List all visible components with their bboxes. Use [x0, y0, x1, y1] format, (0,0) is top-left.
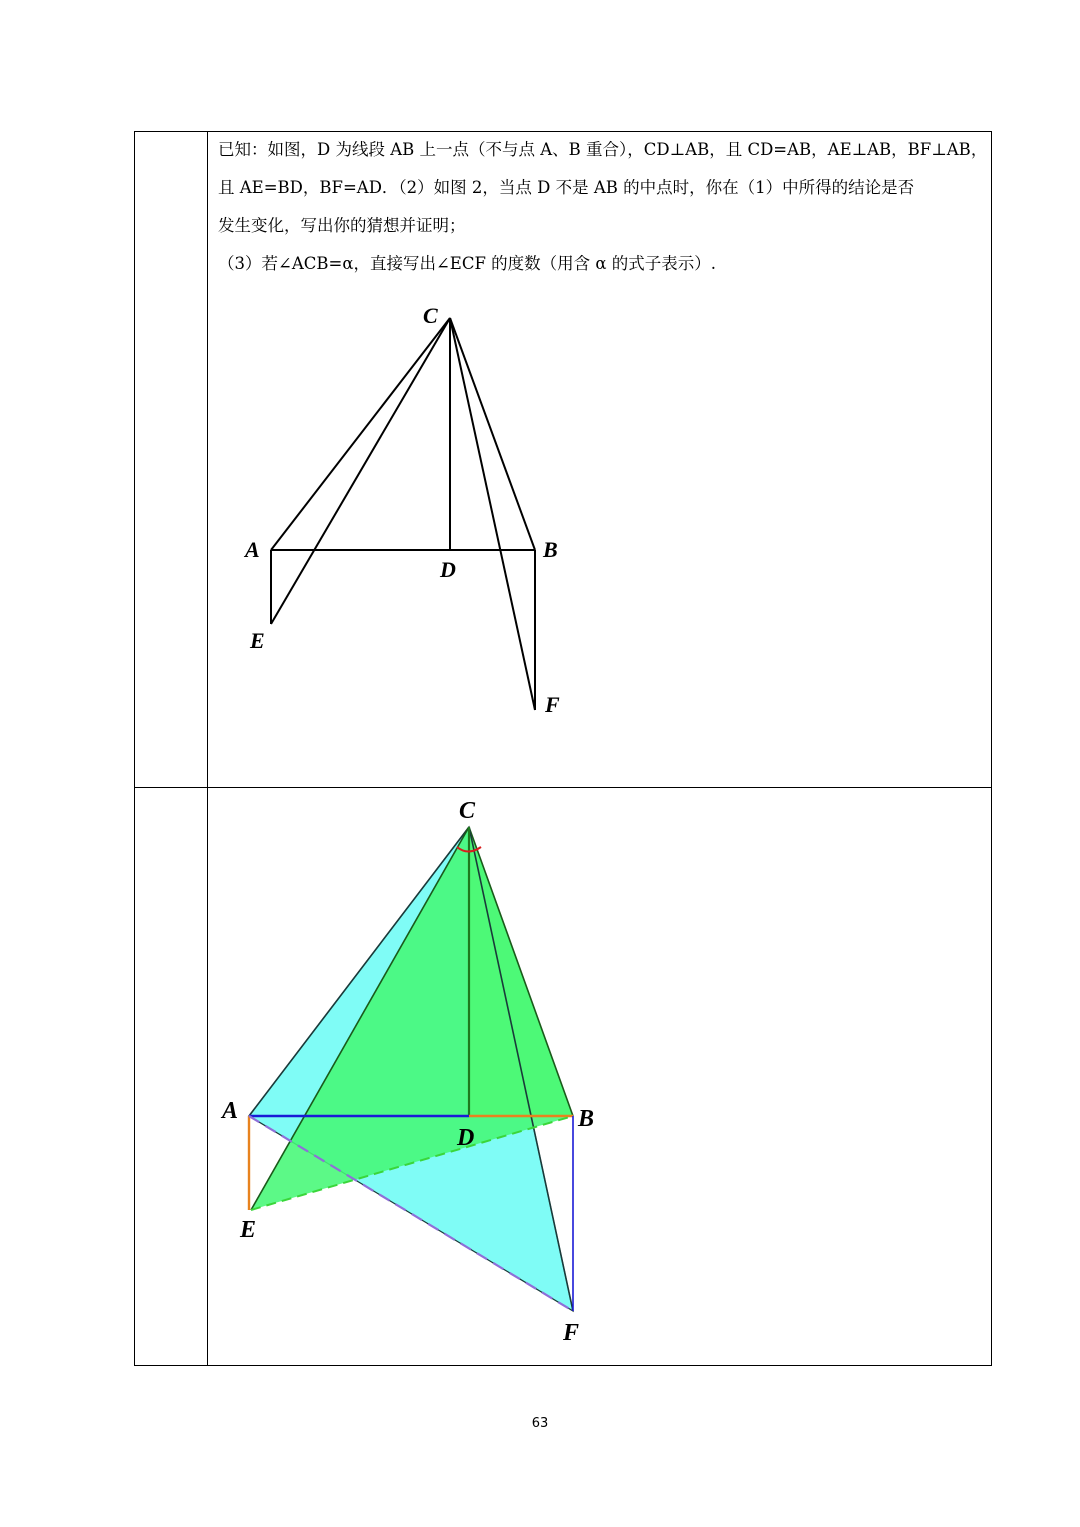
label-b: B	[578, 1106, 595, 1132]
label-f: F	[563, 1320, 580, 1346]
label-c: C	[459, 798, 476, 824]
problem-line-3: 发生变化，写出你的猜想并证明；	[218, 216, 466, 235]
label-f: F	[545, 692, 560, 717]
table-row-divider	[135, 787, 991, 788]
label-d: D	[457, 1125, 475, 1151]
problem-line-1: 已知：如图，D 为线段 AB 上一点（不与点 A、B 重合），CD⊥AB，且 CD=AB，AE⊥AB，BF⊥AB，	[218, 140, 988, 159]
segment-ce	[271, 318, 450, 624]
label-a: A	[222, 1098, 239, 1124]
label-e: E	[240, 1217, 257, 1243]
label-c: C	[423, 303, 438, 328]
problem-line-4: （3）若∠ACB=α，直接写出∠ECF 的度数（用含 α 的式子表示）.	[218, 254, 717, 273]
segment-ca	[271, 318, 450, 550]
label-d: D	[440, 557, 456, 582]
problem-line-2: 且 AE=BD，BF=AD．（2）如图 2，当点 D 不是 AB 的中点时，你在（1）中所得的结论是否	[218, 178, 915, 197]
figure-2	[0, 790, 1080, 1350]
label-a: A	[245, 537, 260, 562]
label-b: B	[543, 537, 558, 562]
label-e: E	[250, 628, 265, 653]
page-number: 63	[531, 1416, 549, 1431]
